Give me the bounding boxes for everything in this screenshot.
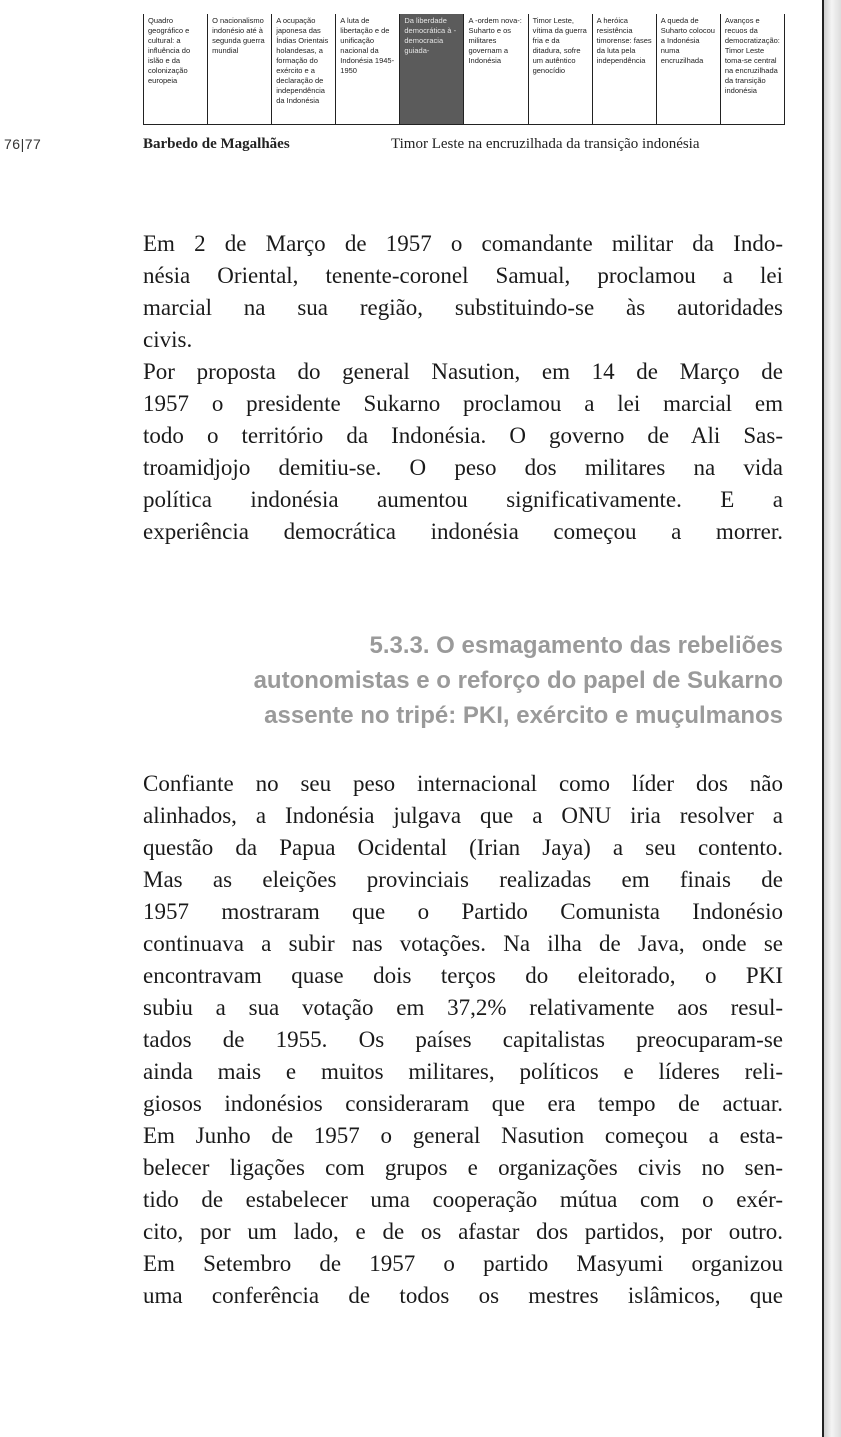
text-line: Em Junho de 1957 o general Nasution começou a esta- xyxy=(143,1123,783,1148)
text-line: política indonésia aumentou significativamente. E a xyxy=(143,487,783,512)
text-line: experiência democrática indonésia começou a morrer. xyxy=(143,519,783,544)
text-line: troamidjojo demitiu-se. O peso dos militares na vida xyxy=(143,455,783,480)
text-line: 1957 o presidente Sukarno proclamou a lei marcial em xyxy=(143,391,783,416)
text-line: giosos indonésios consideraram que era tempo de actuar. xyxy=(143,1091,783,1116)
running-head-author: Barbedo de Magalhães xyxy=(143,136,290,152)
chapter-cell: Timor Leste, vítima da guerra fria e da ditadura, sofre um autêntico genocídio xyxy=(528,14,592,124)
heading-line: 5.3.3. O esmagamento das rebeliões xyxy=(369,632,783,659)
paragraph-elections xyxy=(143,768,783,1312)
text-line: marcial na sua região, substituindo-se às autoridades xyxy=(143,295,783,320)
text-line: continuava a subir nas votações. Na ilha de Java, onde se xyxy=(143,931,783,956)
text-line: Em 2 de Março de 1957 o comandante militar da Indo- xyxy=(143,231,783,256)
text-line: tados de 1955. Os países capitalistas preocuparam-se xyxy=(143,1027,783,1052)
text-line: 1957 mostraram que o Partido Comunista Indonésio xyxy=(143,899,783,924)
text-line: civis. xyxy=(143,327,193,352)
heading-line: assente no tripé: PKI, exército e muçulmanos xyxy=(264,702,783,729)
text-line: uma conferência de todos os mestres islâmicos, que xyxy=(143,1283,783,1308)
text-line: Mas as eleições provinciais realizadas em finais de xyxy=(143,867,783,892)
text-line: nésia Oriental, tenente-coronel Samual, proclamou a lei xyxy=(143,263,783,288)
section-heading xyxy=(143,628,783,733)
chapter-cell: A heróica resistência timorense: fases da luta pela independência xyxy=(592,14,656,124)
text-line: cito, por um lado, e de os afastar dos partidos, por outro. xyxy=(143,1219,783,1244)
chapter-strip xyxy=(143,14,785,125)
page-edge xyxy=(822,0,841,1437)
chapter-cell: A queda de Suharto colocou a Indonésia numa encruzilhada xyxy=(656,14,720,124)
chapter-cell-current: Da liberdade democrática à -democracia guiada- xyxy=(399,14,463,124)
text-line: encontravam quase dois terços do eleitorado, o PKI xyxy=(143,963,783,988)
text-line: todo o território da Indonésia. O governo de Ali Sas- xyxy=(143,423,783,448)
chapter-cell: Quadro geográfico e cultural: a influência do islão e da colonização europeia xyxy=(148,16,191,85)
text-line: belecer ligações com grupos e organizações civis no sen- xyxy=(143,1155,783,1180)
heading-line: autonomistas e o reforço do papel de Sukarno xyxy=(253,667,783,694)
text-line: Em Setembro de 1957 o partido Masyumi organizou xyxy=(143,1251,783,1276)
text-line: subiu a sua votação em 37,2% relativamente aos resul- xyxy=(143,995,783,1020)
text-line: questão da Papua Ocidental (Irian Jaya) a seu contento. xyxy=(143,835,783,860)
chapter-cell: Avanços e recuos da democratização: Timor Leste toma-se central na encruzilhada da transição indonésia xyxy=(720,14,784,124)
page-number: 76|77 xyxy=(4,136,42,152)
text-line: Por proposta do general Nasution, em 14 de Março de xyxy=(143,359,783,384)
text-line: tido de estabelecer uma cooperação mútua com o exér- xyxy=(143,1187,783,1212)
paragraph-martial-law xyxy=(143,228,783,548)
text-line: ainda mais e muitos militares, políticos e líderes reli- xyxy=(143,1059,783,1084)
running-head-title: Timor Leste na encruzilhada da transição indonésia xyxy=(391,136,700,152)
chapter-cell: A ocupação japonesa das Índias Orientais holandesas, a formação do exército e a declaração de independência da Indonésia xyxy=(271,14,335,124)
chapter-cell: A luta de libertação e de unificação nacional da Indonésia 1945-1950 xyxy=(335,14,399,124)
chapter-cell: A -ordem nova-: Suharto e os militares governam a Indonésia xyxy=(463,14,527,124)
text-line: alinhados, a Indonésia julgava que a ONU iria resolver a xyxy=(143,803,783,828)
chapter-cell: O nacionalismo indonésio até à segunda guerra mundial xyxy=(207,14,271,124)
text-line: Confiante no seu peso internacional como líder dos não xyxy=(143,771,783,796)
